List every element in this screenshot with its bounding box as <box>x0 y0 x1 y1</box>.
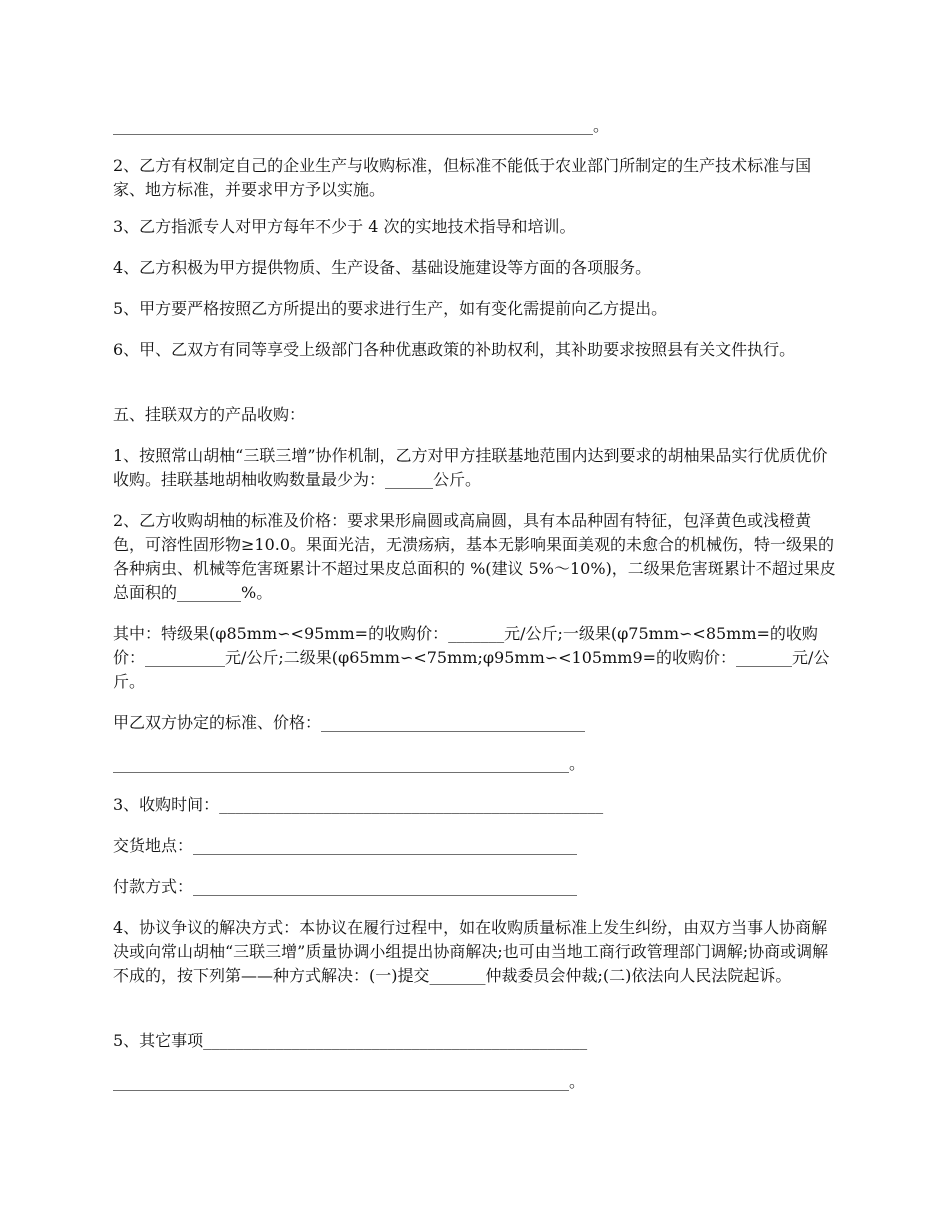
paragraph-clause-3: 3、乙方指派专人对甲方每年不少于 4 次的实地技术指导和培训。 <box>113 217 576 236</box>
section-heading-5: 五、挂联双方的产品收购： <box>113 405 306 424</box>
paragraph-purchase-time: 3、收购时间：________________________________________________ <box>113 795 604 814</box>
paragraph-delivery-place: 交货地点：________________________________________________ <box>113 836 578 855</box>
paragraph-grade-prices: 其中：特级果(φ85mm∽<95mm=的收购价：_______元/公斤;一级果(φ75mm∽<85mm=的收购价：__________元/公斤;二级果(φ65mm∽<75mm;φ95mm∽<105mm9=的收购价：_______元/公斤。 <box>113 624 830 691</box>
paragraph-clause-2: 2、乙方有权制定自己的企业生产与收购标准，但标准不能低于农业部门所制定的生产技术标准与国家、地方标准，并要求甲方予以实施。 <box>113 156 812 199</box>
paragraph-clause-5: 5、甲方要严格按照乙方所提出的要求进行生产，如有变化需提前向乙方提出。 <box>113 299 668 318</box>
paragraph-dispute-resolution: 4、协议争议的解决方式：本协议在履行过程中，如在收购质量标准上发生纠纷，由双方当事人协商解决或向常山胡柚“三联三增”质量协调小组提出协商解决;也可由当地工商行政管理部门调解;协商或调解不成的，按下列第——种方式解决：(一)提交_______仲裁委员会仲裁;(二)依法向人民法院起诉。 <box>113 918 829 985</box>
paragraph-purchase-1: 1、按照常山胡柚“三联三增”协作机制，乙方对甲方挂联基地范围内达到要求的胡柚果品实行优质优价收购。挂联基地胡柚收购数量最少为：______公斤。 <box>113 446 828 489</box>
paragraph-blank-line-3: _________________________________________________________。 <box>113 1072 586 1091</box>
paragraph-blank-line-1: ____________________________________________________________。 <box>113 116 610 135</box>
paragraph-agreed-standard: 甲乙双方协定的标准、价格：_________________________________ <box>113 713 586 732</box>
paragraph-purchase-2: 2、乙方收购胡柚的标准及价格：要求果形扁圆或高扁圆，具有本品种固有特征，包泽黄色或浅橙黄色，可溶性固形物≥10.0。果面光洁，无溃疡病，基本无影响果面美观的未愈合的机械伤，特一级果的各种病虫、机械等危害斑累计不超过果皮总面积的 %(建议 5%～10%)，二级果危害斑累计不超过果皮总面积的________%。 <box>113 511 836 602</box>
paragraph-clause-6: 6、甲、乙双方有同等享受上级部门各种优惠政策的补助权利，其补助要求按照县有关文件执行。 <box>113 340 796 359</box>
paragraph-clause-4: 4、乙方积极为甲方提供物质、生产设备、基础设施建设等方面的各项服务。 <box>113 258 652 277</box>
paragraph-payment-method: 付款方式：________________________________________________ <box>113 877 578 896</box>
paragraph-blank-line-2: _________________________________________________________。 <box>113 754 586 773</box>
paragraph-other-matters: 5、其它事项________________________________________________ <box>113 1031 588 1050</box>
